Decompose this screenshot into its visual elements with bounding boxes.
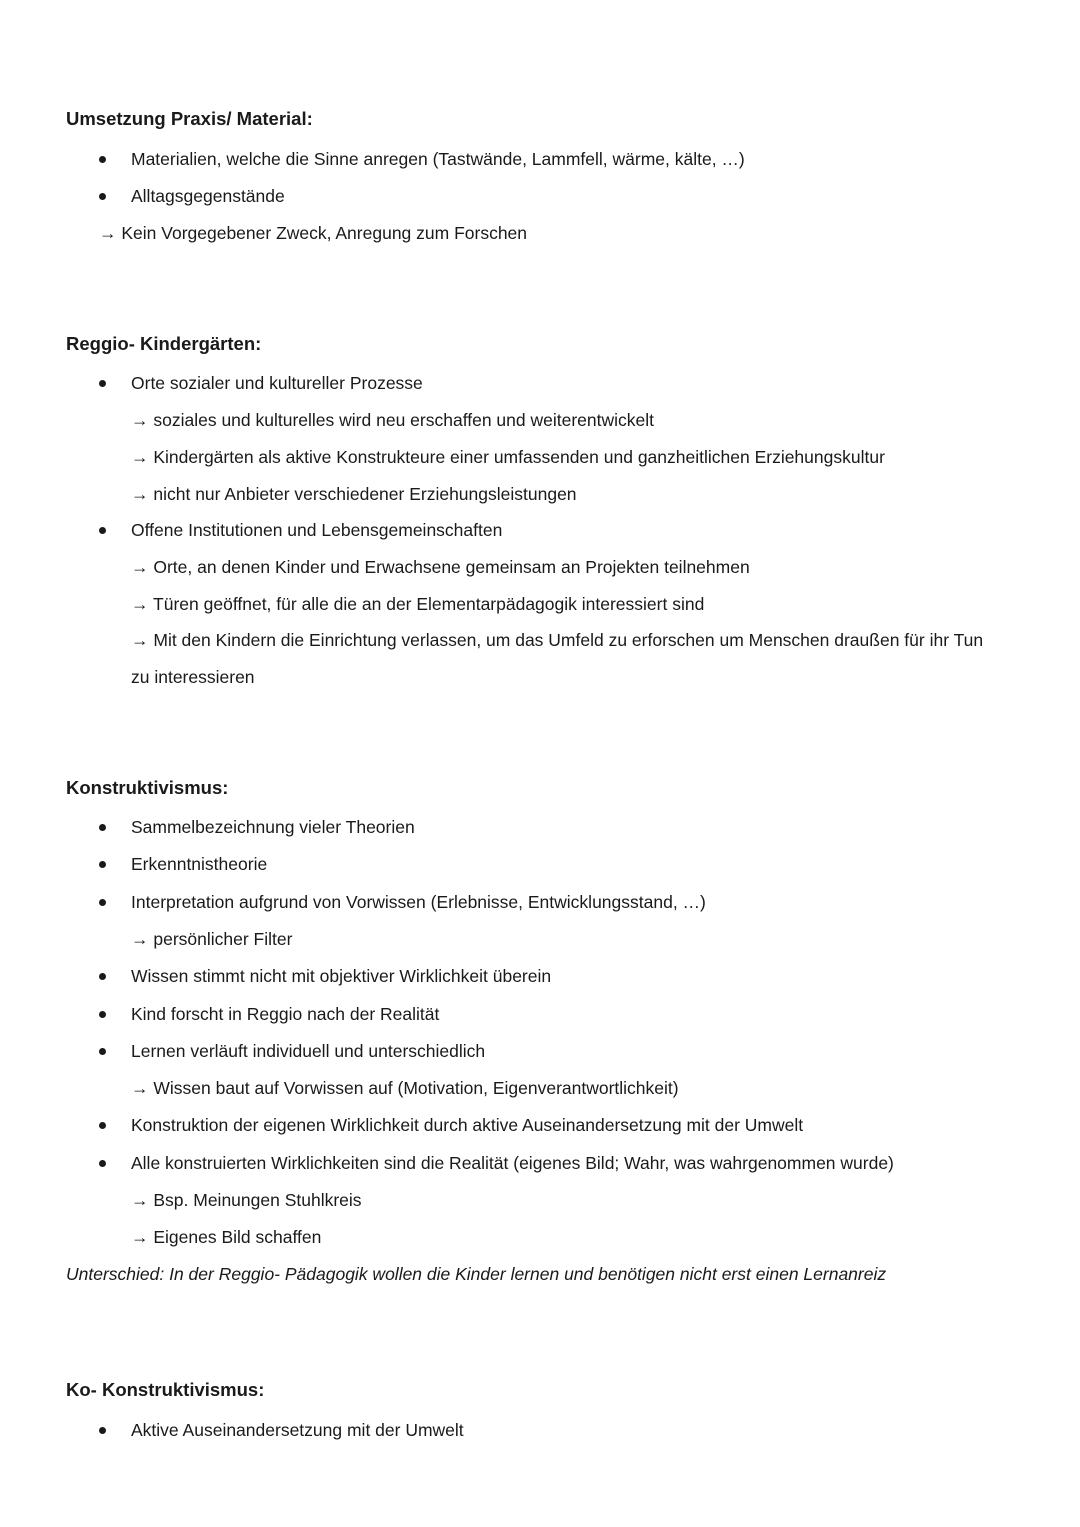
list-item: Wissen stimmt nicht mit objektiver Wirklichkeit überein (131, 966, 552, 986)
list-item: Alle konstruierten Wirklichkeiten sind die Realität (eigenes Bild; Wahr, was wahrgenommen wurde) (131, 1153, 894, 1173)
list-item: Kind forscht in Reggio nach der Realität (131, 1004, 440, 1024)
difference-note: Unterschied: In der Reggio- Pädagogik wollen die Kinder lernen und benötigen nicht erst einen Lernanreiz (66, 1264, 887, 1284)
bullet-icon (99, 899, 106, 906)
bullet-icon (99, 1048, 106, 1055)
list-item: Konstruktion der eigenen Wirklichkeit durch aktive Auseinandersetzung mit der Umwelt (131, 1115, 804, 1135)
bullet-icon (99, 527, 106, 534)
section-heading-kokonstruktivismus: Ko- Konstruktivismus: (66, 1379, 265, 1400)
list-item: Interpretation aufgrund von Vorwissen (Erlebnisse, Entwicklungsstand, …) (131, 892, 706, 912)
sub-item: → Orte, an denen Kinder und Erwachsene gemeinsam an Projekten teilnehmen (131, 557, 750, 577)
sub-item: → nicht nur Anbieter verschiedener Erziehungsleistungen (131, 484, 577, 504)
bullet-icon (99, 1160, 106, 1167)
section-heading-konstruktivismus: Konstruktivismus: (66, 777, 229, 798)
bullet-icon (99, 193, 106, 200)
bullet-icon (99, 1011, 106, 1018)
sub-item: → Türen geöffnet, für alle die an der Elementarpädagogik interessiert sind (131, 594, 705, 614)
bullet-icon (99, 380, 106, 387)
list-item: Alltagsgegenstände (131, 186, 285, 206)
section-heading-reggio: Reggio- Kindergärten: (66, 333, 262, 354)
sub-item: → soziales und kulturelles wird neu erschaffen und weiterentwickelt (131, 410, 655, 430)
bullet-icon (99, 861, 106, 868)
list-item: Erkenntnistheorie (131, 854, 268, 874)
arrow-note: → Kein Vorgegebener Zweck, Anregung zum Forschen (99, 223, 528, 243)
list-item: Materialien, welche die Sinne anregen (Tastwände, Lammfell, wärme, kälte, …) (131, 149, 745, 169)
list-item: Sammelbezeichnung vieler Theorien (131, 817, 415, 837)
sub-item: → Kindergärten als aktive Konstrukteure einer umfassenden und ganzheitlichen Erziehungskultur (131, 447, 885, 467)
sub-item: → persönlicher Filter (131, 929, 293, 949)
sub-item: → Wissen baut auf Vorwissen auf (Motivation, Eigenverantwortlichkeit) (131, 1078, 679, 1098)
bullet-icon (99, 1427, 106, 1434)
list-item: Orte sozialer und kultureller Prozesse (131, 373, 423, 393)
sub-item: → Eigenes Bild schaffen (131, 1227, 322, 1247)
list-item: Offene Institutionen und Lebensgemeinschaften (131, 520, 503, 540)
bullet-icon (99, 824, 106, 831)
sub-item: → Mit den Kindern die Einrichtung verlassen, um das Umfeld zu erforschen um Menschen draußen für ihr Tun (131, 630, 984, 650)
bullet-icon (99, 973, 106, 980)
sub-item: → Bsp. Meinungen Stuhlkreis (131, 1190, 362, 1210)
section-heading-praxis: Umsetzung Praxis/ Material: (66, 108, 313, 129)
sub-item-continuation: zu interessieren (131, 667, 255, 687)
list-item: Lernen verläuft individuell und unterschiedlich (131, 1041, 486, 1061)
list-item: Aktive Auseinandersetzung mit der Umwelt (131, 1420, 464, 1440)
bullet-icon (99, 1122, 106, 1129)
bullet-icon (99, 156, 106, 163)
